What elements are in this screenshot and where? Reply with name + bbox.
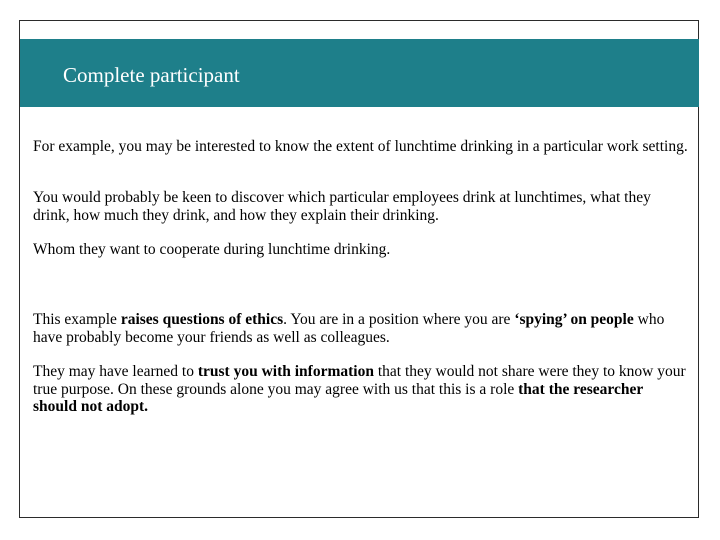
paragraph-trust	[33, 363, 688, 416]
paragraph-ethics	[33, 311, 688, 346]
paragraph-cooperate: Whom they want to cooperate during lunchtime drinking.	[33, 241, 391, 258]
ethics-emphasis-spying: ‘spying’ on people	[514, 311, 634, 328]
trust-text-c: that they would not share were they to know your true purpose. On these grounds alone you may agree with us that this is a role	[33, 363, 686, 398]
trust-text-a: They may have learned to	[33, 363, 198, 380]
paragraph-employees: You would probably be keen to discover which particular employees drink at lunchtimes, what they drink, how much they drink, and how they explain their drinking.	[33, 189, 651, 224]
ethics-text-c: . You are in a position where you are	[283, 311, 515, 328]
ethics-text-a: This example	[33, 311, 121, 328]
ethics-emphasis-questions: raises questions of ethics	[120, 311, 284, 328]
slide-title: Complete participant	[63, 63, 240, 87]
ethics-text-e: who have probably become your friends as well as colleagues.	[33, 311, 665, 346]
paragraph-lunchtime-example: For example, you may be interested to know the extent of lunchtime drinking in a particular work setting.	[33, 138, 688, 155]
trust-emphasis-information: trust you with information	[197, 363, 374, 380]
trust-emphasis-not-adopt: that the researcher should not adopt.	[33, 380, 643, 415]
